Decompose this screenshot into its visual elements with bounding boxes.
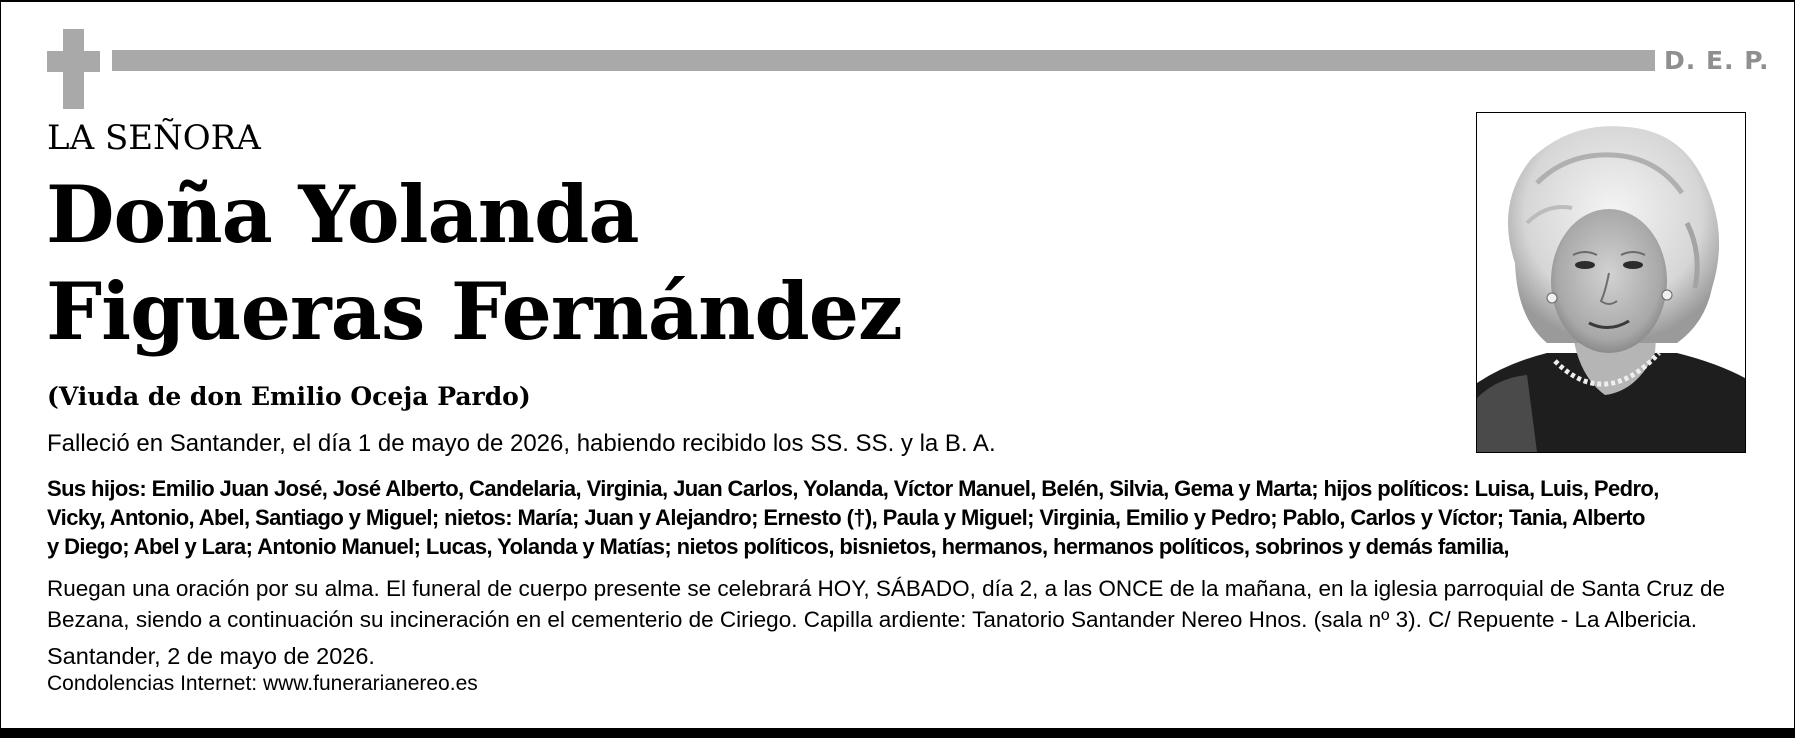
funeral-line: Ruegan una oración por su alma. El funeral de cuerpo presente se celebrará HOY, SÁBADO, día 2, a las ONCE de la mañana, en la iglesia parroquial de Santa Cruz de	[47, 576, 1726, 601]
funeral-line: Bezana, siendo a continuación su incineración en el cementerio de Ciriego. Capilla ardiente: Tanatorio Santander Nereo Hnos. (sala nº 3). C/ Repuente - La Albericia.	[47, 607, 1698, 632]
funeral-details	[47, 573, 1725, 635]
dep-abbreviation: D. E. P.	[1664, 46, 1770, 75]
condolences-line: Condolencias Internet: www.funerarianereo.es	[47, 672, 478, 695]
header-rule	[112, 50, 1655, 71]
family-list	[47, 474, 1659, 561]
portrait-illustration	[1477, 113, 1745, 452]
name-line-2: Figueras Fernández	[46, 265, 902, 358]
dateline: Santander, 2 de mayo de 2026.	[47, 643, 375, 669]
deceased-name	[46, 166, 902, 360]
name-line-1: Doña Yolanda	[46, 168, 639, 261]
cross-icon	[47, 29, 100, 109]
family-line: Sus hijos: Emilio Juan José, José Alberto, Candelaria, Virginia, Juan Carlos, Yolanda, Víctor Manuel, Belén, Silvia, Gema y Marta; hijos políticos: Luisa, Luis, Pedro,	[47, 476, 1659, 501]
bottom-border	[0, 728, 1795, 738]
honorific: LA SEÑORA	[47, 118, 261, 158]
widow-note: (Viuda de don Emilio Oceja Pardo)	[47, 382, 531, 411]
portrait-photo	[1476, 112, 1746, 453]
family-line: y Diego; Abel y Lara; Antonio Manuel; Lucas, Yolanda y Matías; nietos políticos, bisnietos, hermanos, hermanos políticos, sobrinos y demás familia,	[47, 534, 1509, 559]
death-notice: Falleció en Santander, el día 1 de mayo de 2026, habiendo recibido los SS. SS. y la B. A.	[47, 430, 996, 457]
family-line: Vicky, Antonio, Abel, Santiago y Miguel; nietos: María; Juan y Alejandro; Ernesto (†), Paula y Miguel; Virginia, Emilio y Pedro; Pablo, Carlos y Víctor; Tania, Alberto	[47, 505, 1645, 530]
